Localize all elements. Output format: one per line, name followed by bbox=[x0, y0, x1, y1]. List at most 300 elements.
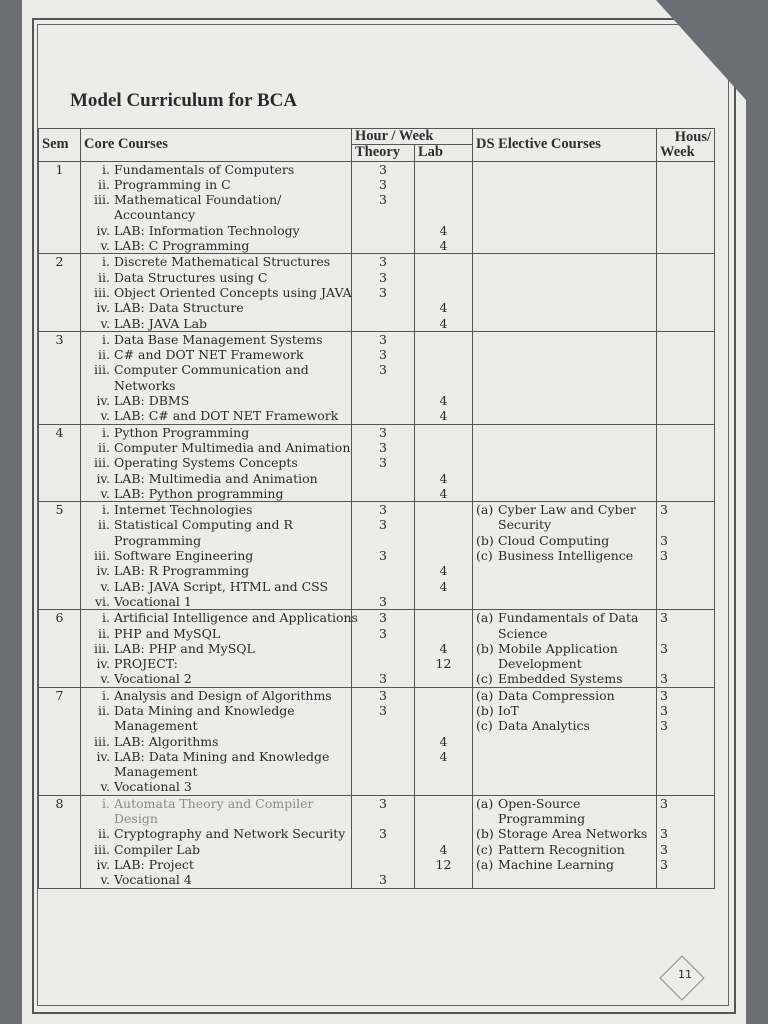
elective-letter: (c) bbox=[476, 841, 493, 857]
course-item bbox=[84, 254, 348, 269]
elective-name: Programming bbox=[498, 811, 586, 827]
course-item bbox=[84, 703, 348, 718]
course-roman-numeral bbox=[84, 207, 114, 222]
theory-hours bbox=[355, 378, 411, 393]
elective-hours bbox=[660, 517, 711, 532]
course-item bbox=[84, 563, 348, 578]
lab-hours: 4 bbox=[439, 393, 448, 409]
course-roman-numeral: iii. bbox=[94, 455, 110, 471]
lab-hours-cell bbox=[415, 254, 473, 331]
elective-hours: 3 bbox=[660, 671, 668, 687]
elective-name: Fundamentals of Data bbox=[498, 610, 639, 626]
course-roman-numeral: iii. bbox=[94, 548, 110, 564]
course-item bbox=[84, 826, 348, 841]
theory-hours: 3 bbox=[379, 439, 387, 455]
lab-hours bbox=[418, 626, 469, 641]
course-roman-numeral: iii. bbox=[94, 841, 110, 857]
theory-hours: 3 bbox=[379, 795, 387, 811]
course-roman-numeral: ii. bbox=[98, 517, 110, 533]
elective-item bbox=[476, 626, 653, 641]
course-name: LAB: Project bbox=[114, 856, 194, 872]
elective-name: Science bbox=[498, 625, 548, 641]
theory-hours: 3 bbox=[379, 625, 387, 641]
semester-number: 8 bbox=[39, 795, 81, 888]
course-name: Accountancy bbox=[114, 207, 196, 223]
theory-hours: 3 bbox=[379, 254, 387, 270]
elective-item bbox=[476, 826, 653, 841]
course-name: Design bbox=[114, 811, 158, 827]
course-roman-numeral: i. bbox=[102, 424, 110, 440]
header-hous-line2: Week bbox=[660, 143, 695, 160]
lab-hours bbox=[418, 517, 469, 532]
elective-letter: (a) bbox=[476, 502, 494, 518]
course-roman-numeral: ii. bbox=[98, 439, 110, 455]
course-item bbox=[84, 270, 348, 285]
course-roman-numeral: iv. bbox=[96, 656, 110, 672]
course-item bbox=[84, 872, 348, 887]
theory-hours: 3 bbox=[379, 702, 387, 718]
theory-hours bbox=[355, 207, 411, 222]
elective-name: Security bbox=[498, 517, 552, 533]
semester-row bbox=[39, 331, 715, 424]
header-ds-elective: DS Elective Courses bbox=[473, 129, 657, 162]
course-roman-numeral: iv. bbox=[96, 748, 110, 764]
ds-elective-cell bbox=[473, 610, 657, 687]
curriculum-body bbox=[39, 161, 715, 888]
lab-hours: 4 bbox=[439, 408, 448, 424]
theory-hours: 3 bbox=[379, 176, 387, 192]
elective-item bbox=[476, 610, 653, 625]
theory-hours bbox=[355, 718, 411, 733]
elective-hours: 3 bbox=[660, 856, 668, 872]
course-roman-numeral: iii. bbox=[94, 362, 110, 378]
course-item bbox=[84, 656, 348, 671]
elective-hours bbox=[660, 811, 711, 826]
lab-hours bbox=[418, 192, 469, 207]
elective-item bbox=[476, 656, 653, 671]
core-courses-cell bbox=[81, 610, 358, 687]
lab-hours: 4 bbox=[439, 841, 448, 857]
header-sem: Sem bbox=[39, 129, 81, 162]
ds-elective-cell bbox=[473, 254, 657, 331]
elective-item bbox=[476, 688, 653, 703]
theory-hours bbox=[355, 764, 411, 779]
core-courses-cell bbox=[81, 161, 352, 254]
course-item bbox=[84, 408, 348, 423]
theory-hours-cell bbox=[352, 502, 415, 610]
lab-hours bbox=[418, 502, 469, 517]
elective-letter: (c) bbox=[476, 671, 493, 687]
course-name: Data Mining and Knowledge bbox=[114, 702, 295, 718]
course-roman-numeral: ii. bbox=[98, 347, 110, 363]
course-roman-numeral: iv. bbox=[96, 563, 110, 579]
curriculum-table bbox=[38, 128, 715, 889]
course-roman-numeral: i. bbox=[102, 687, 110, 703]
semester-row bbox=[39, 424, 715, 501]
lab-hours: 4 bbox=[439, 470, 448, 486]
course-roman-numeral: i. bbox=[102, 795, 110, 811]
lab-hours bbox=[418, 378, 469, 393]
theory-hours: 3 bbox=[379, 593, 387, 609]
course-item bbox=[84, 362, 348, 377]
theory-hours: 3 bbox=[379, 502, 387, 518]
course-name: Computer Communication and bbox=[114, 362, 309, 378]
elective-letter: (b) bbox=[476, 640, 494, 656]
course-roman-numeral bbox=[84, 811, 114, 826]
theory-hours bbox=[355, 811, 411, 826]
course-name: LAB: Multimedia and Animation bbox=[114, 470, 318, 486]
course-name: Vocational 2 bbox=[114, 671, 192, 687]
ds-elective-cell bbox=[473, 795, 657, 888]
lab-hours bbox=[418, 270, 469, 285]
theory-hours bbox=[355, 656, 411, 671]
course-item bbox=[84, 177, 348, 192]
elective-name: Embedded Systems bbox=[498, 671, 623, 687]
semester-row bbox=[39, 687, 715, 795]
lab-hours-cell bbox=[415, 331, 473, 424]
theory-hours: 3 bbox=[379, 269, 387, 285]
lab-hours bbox=[418, 177, 469, 192]
lab-hours bbox=[418, 455, 469, 470]
document-page bbox=[22, 0, 746, 1024]
elective-hours-cell bbox=[657, 610, 715, 687]
elective-item bbox=[476, 718, 653, 733]
lab-hours bbox=[418, 533, 469, 548]
lab-hours bbox=[418, 332, 469, 347]
elective-letter: (c) bbox=[476, 548, 493, 564]
elective-letter: (c) bbox=[476, 718, 493, 734]
semester-row bbox=[39, 610, 715, 687]
course-name: Statistical Computing and R bbox=[114, 517, 293, 533]
course-item bbox=[84, 579, 348, 594]
course-roman-numeral: i. bbox=[102, 610, 110, 626]
header-hous-line1: Hous/ bbox=[674, 128, 712, 145]
elective-hours: 3 bbox=[660, 502, 668, 518]
course-name: Artificial Intelligence and Applications bbox=[114, 610, 358, 626]
course-name: Programming bbox=[114, 532, 202, 548]
elective-hours-cell bbox=[657, 424, 715, 501]
course-item bbox=[84, 671, 348, 686]
theory-hours: 3 bbox=[379, 671, 387, 687]
theory-hours bbox=[355, 300, 411, 315]
lab-hours bbox=[418, 703, 469, 718]
lab-hours: 4 bbox=[439, 578, 448, 594]
elective-hours: 3 bbox=[660, 548, 668, 564]
ds-elective-cell bbox=[473, 161, 657, 254]
core-courses-cell bbox=[81, 795, 352, 888]
course-item bbox=[84, 779, 348, 794]
course-roman-numeral: v. bbox=[100, 315, 110, 331]
course-name: LAB: Data Mining and Knowledge bbox=[114, 748, 330, 764]
course-roman-numeral: iv. bbox=[96, 470, 110, 486]
elective-hours: 3 bbox=[660, 795, 668, 811]
lab-hours bbox=[418, 162, 469, 177]
header-hour-week: Hour / Week bbox=[352, 129, 473, 145]
course-name: Computer Multimedia and Animation bbox=[114, 439, 351, 455]
course-roman-numeral: iii. bbox=[94, 733, 110, 749]
course-roman-numeral bbox=[84, 533, 114, 548]
course-name: Software Engineering bbox=[114, 548, 254, 564]
course-name: PHP and MySQL bbox=[114, 625, 221, 641]
course-roman-numeral bbox=[84, 764, 114, 779]
semester-number: 4 bbox=[39, 424, 81, 501]
elective-name: Machine Learning bbox=[498, 856, 614, 872]
theory-hours bbox=[355, 579, 411, 594]
theory-hours: 3 bbox=[379, 362, 387, 378]
course-name: Networks bbox=[114, 377, 176, 393]
elective-item bbox=[476, 796, 653, 811]
core-courses-cell bbox=[81, 254, 352, 331]
theory-hours bbox=[355, 316, 411, 331]
theory-hours-cell bbox=[352, 424, 415, 501]
elective-letter: (a) bbox=[476, 610, 494, 626]
elective-hours: 3 bbox=[660, 687, 668, 703]
course-item bbox=[84, 223, 348, 238]
course-roman-numeral: v. bbox=[100, 485, 110, 501]
course-item bbox=[84, 610, 358, 626]
course-name: Compiler Lab bbox=[114, 841, 201, 857]
semester-row bbox=[39, 254, 715, 331]
course-roman-numeral: ii. bbox=[98, 269, 110, 285]
lab-hours-cell bbox=[415, 161, 473, 254]
course-item bbox=[84, 626, 348, 641]
lab-hours bbox=[418, 718, 469, 733]
theory-hours: 3 bbox=[379, 192, 387, 208]
theory-hours-cell bbox=[352, 610, 415, 687]
course-roman-numeral: i. bbox=[102, 502, 110, 518]
theory-hours: 3 bbox=[379, 610, 387, 626]
course-roman-numeral: ii. bbox=[98, 176, 110, 192]
elective-name: Open-Source bbox=[498, 795, 581, 811]
course-roman-numeral bbox=[84, 718, 114, 733]
theory-hours: 3 bbox=[379, 517, 387, 533]
folded-corner bbox=[656, 0, 746, 100]
course-item bbox=[84, 842, 348, 857]
lab-hours: 4 bbox=[439, 733, 448, 749]
ds-elective-cell bbox=[473, 331, 657, 424]
lab-hours-cell bbox=[415, 424, 473, 501]
lab-hours-cell bbox=[415, 502, 473, 610]
lab-hours: 4 bbox=[439, 640, 448, 656]
course-item bbox=[84, 548, 348, 563]
theory-hours-cell bbox=[352, 795, 415, 888]
theory-hours: 3 bbox=[379, 331, 387, 347]
course-item bbox=[84, 486, 348, 501]
course-item bbox=[84, 378, 348, 393]
course-roman-numeral: i. bbox=[102, 254, 110, 270]
elective-item bbox=[476, 671, 653, 686]
elective-item bbox=[476, 857, 653, 872]
theory-hours bbox=[355, 641, 411, 656]
lab-hours: 4 bbox=[439, 563, 448, 579]
course-name: LAB: Algorithms bbox=[114, 733, 219, 749]
theory-hours bbox=[355, 563, 411, 578]
course-name: Cryptography and Network Security bbox=[114, 826, 346, 842]
course-roman-numeral: ii. bbox=[98, 826, 110, 842]
course-item bbox=[84, 533, 348, 548]
course-name: Mathematical Foundation/ bbox=[114, 192, 282, 208]
course-item bbox=[84, 455, 348, 470]
elective-item bbox=[476, 811, 653, 826]
semester-number: 1 bbox=[39, 161, 81, 254]
course-roman-numeral: iii. bbox=[94, 640, 110, 656]
theory-hours bbox=[355, 223, 411, 238]
theory-hours: 3 bbox=[379, 161, 387, 177]
course-item bbox=[84, 300, 348, 315]
ds-elective-cell bbox=[473, 687, 657, 795]
lab-hours: 12 bbox=[435, 656, 452, 672]
theory-hours bbox=[355, 734, 411, 749]
course-roman-numeral: ii. bbox=[98, 702, 110, 718]
elective-letter bbox=[476, 626, 498, 641]
elective-hours-cell bbox=[657, 687, 715, 795]
header-hous-week bbox=[657, 129, 715, 162]
course-name: LAB: PHP and MySQL bbox=[114, 640, 255, 656]
course-item bbox=[84, 734, 348, 749]
elective-letter: (b) bbox=[476, 702, 494, 718]
elective-hours: 3 bbox=[660, 718, 668, 734]
elective-hours-cell bbox=[657, 502, 715, 610]
lab-hours bbox=[418, 207, 469, 222]
theory-hours bbox=[355, 857, 411, 872]
theory-hours: 3 bbox=[379, 455, 387, 471]
course-roman-numeral: iv. bbox=[96, 222, 110, 238]
theory-hours: 3 bbox=[379, 548, 387, 564]
lab-hours bbox=[418, 872, 469, 887]
course-roman-numeral: v. bbox=[100, 408, 110, 424]
elective-hours bbox=[660, 626, 711, 641]
elective-letter: (a) bbox=[476, 856, 494, 872]
lab-hours: 4 bbox=[439, 315, 448, 331]
elective-letter: (b) bbox=[476, 532, 494, 548]
course-item bbox=[84, 749, 348, 764]
lab-hours: 4 bbox=[439, 485, 448, 501]
core-courses-cell bbox=[81, 502, 352, 610]
elective-name: IoT bbox=[498, 702, 519, 718]
course-item bbox=[84, 811, 348, 826]
course-name: Analysis and Design of Algorithms bbox=[114, 687, 332, 703]
semester-number: 6 bbox=[39, 610, 81, 687]
lab-hours: 4 bbox=[439, 748, 448, 764]
ds-elective-cell bbox=[473, 502, 657, 610]
course-item bbox=[84, 857, 348, 872]
course-item bbox=[84, 641, 348, 656]
course-roman-numeral: iv. bbox=[96, 393, 110, 409]
semester-row bbox=[39, 502, 715, 610]
theory-hours: 3 bbox=[379, 872, 387, 888]
course-name: LAB: DBMS bbox=[114, 393, 190, 409]
page-title: Model Curriculum for BCA bbox=[70, 90, 298, 111]
course-name: Data Base Management Systems bbox=[114, 331, 323, 347]
theory-hours bbox=[355, 842, 411, 857]
course-name: LAB: Information Technology bbox=[114, 222, 300, 238]
elective-hours: 3 bbox=[660, 610, 668, 626]
theory-hours-cell bbox=[352, 687, 415, 795]
lab-hours bbox=[418, 796, 469, 811]
course-name: Management bbox=[114, 718, 198, 734]
course-name: Operating Systems Concepts bbox=[114, 455, 298, 471]
elective-name: Cloud Computing bbox=[498, 532, 610, 548]
lab-hours bbox=[418, 347, 469, 362]
elective-hours-cell bbox=[657, 254, 715, 331]
course-item bbox=[84, 796, 348, 811]
course-item bbox=[84, 764, 348, 779]
theory-hours: 3 bbox=[379, 687, 387, 703]
course-item bbox=[84, 162, 348, 177]
elective-letter bbox=[476, 517, 498, 532]
theory-hours bbox=[355, 408, 411, 423]
course-roman-numeral: iii. bbox=[94, 284, 110, 300]
core-courses-cell bbox=[81, 331, 352, 424]
elective-hours-cell bbox=[657, 331, 715, 424]
theory-hours: 3 bbox=[379, 284, 387, 300]
core-courses-cell bbox=[81, 687, 352, 795]
semester-number: 7 bbox=[39, 687, 81, 795]
elective-hours: 3 bbox=[660, 532, 668, 548]
course-item bbox=[84, 192, 348, 207]
lab-hours bbox=[418, 425, 469, 440]
lab-hours bbox=[418, 811, 469, 826]
page-number: 11 bbox=[678, 968, 692, 981]
semester-row bbox=[39, 795, 715, 888]
elective-name: Data Compression bbox=[498, 687, 615, 703]
course-item bbox=[84, 502, 348, 517]
course-name: LAB: Python programming bbox=[114, 485, 284, 501]
course-name: Internet Technologies bbox=[114, 502, 253, 518]
course-roman-numeral: v. bbox=[100, 238, 110, 254]
elective-item bbox=[476, 703, 653, 718]
semester-number: 3 bbox=[39, 331, 81, 424]
elective-name: Storage Area Networks bbox=[498, 826, 648, 842]
course-name: Data Structures using C bbox=[114, 269, 268, 285]
course-name: LAB: C Programming bbox=[114, 238, 250, 254]
lab-hours: 4 bbox=[439, 300, 448, 316]
course-item bbox=[84, 718, 348, 733]
course-item bbox=[84, 207, 348, 222]
theory-hours-cell bbox=[352, 331, 415, 424]
theory-hours bbox=[355, 779, 411, 794]
theory-hours: 3 bbox=[379, 826, 387, 842]
course-roman-numeral bbox=[84, 378, 114, 393]
theory-hours bbox=[355, 486, 411, 501]
theory-hours bbox=[355, 749, 411, 764]
course-roman-numeral: iii. bbox=[94, 192, 110, 208]
course-name: LAB: R Programming bbox=[114, 563, 250, 579]
header-core-courses: Core Courses bbox=[81, 129, 352, 162]
elective-name: Data Analytics bbox=[498, 718, 590, 734]
course-name: C# and DOT NET Framework bbox=[114, 347, 304, 363]
course-item bbox=[84, 238, 348, 253]
header-theory: Theory bbox=[352, 145, 415, 161]
course-roman-numeral: i. bbox=[102, 161, 110, 177]
elective-letter bbox=[476, 656, 498, 671]
lab-hours bbox=[418, 688, 469, 703]
lab-hours-cell bbox=[415, 795, 473, 888]
course-item bbox=[84, 347, 348, 362]
lab-hours: 4 bbox=[439, 238, 448, 254]
lab-hours-cell bbox=[415, 610, 473, 687]
lab-hours bbox=[418, 764, 469, 779]
theory-hours-cell bbox=[352, 161, 415, 254]
course-roman-numeral: v. bbox=[100, 671, 110, 687]
elective-item bbox=[476, 842, 653, 857]
elective-name: Development bbox=[498, 656, 582, 672]
elective-item bbox=[476, 502, 653, 517]
elective-hours bbox=[660, 656, 711, 671]
lab-hours: 12 bbox=[435, 856, 452, 872]
semester-number: 5 bbox=[39, 502, 81, 610]
lab-hours bbox=[418, 826, 469, 841]
